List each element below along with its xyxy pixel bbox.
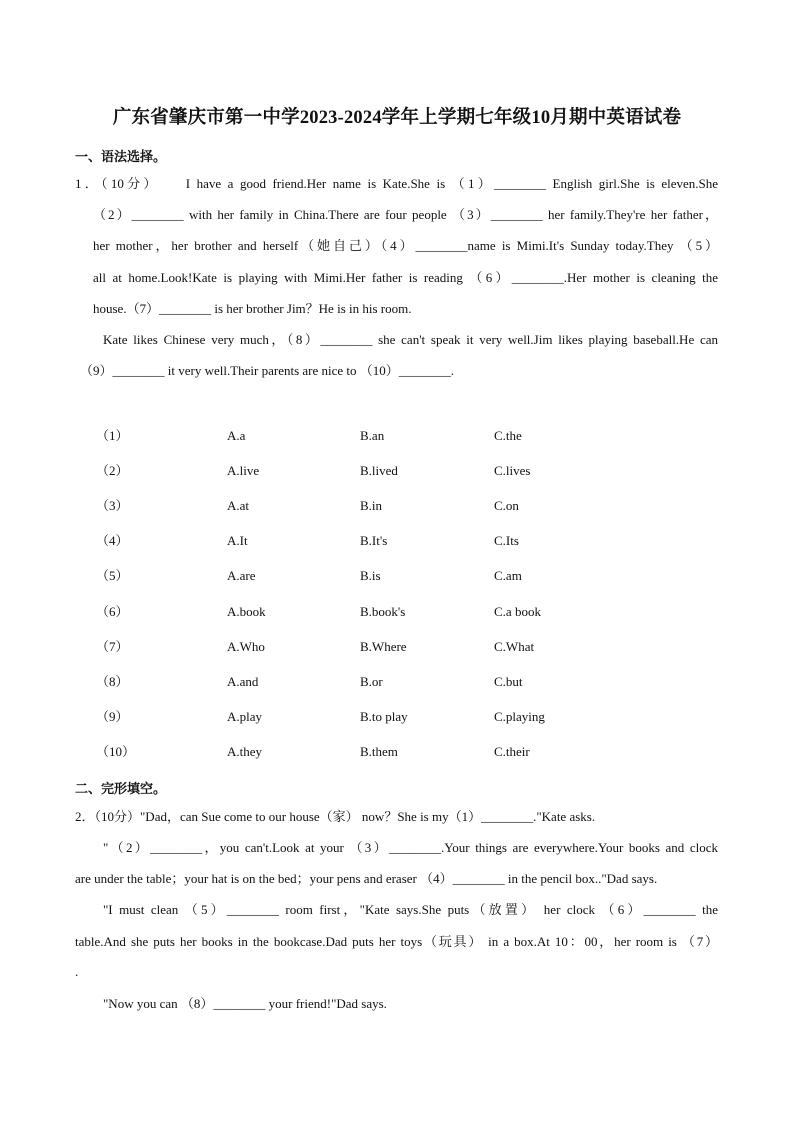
option-b[interactable]: B.in	[360, 498, 383, 513]
option-c[interactable]: C.am	[494, 568, 522, 583]
section-2-heading: 二、完形填空。	[75, 781, 167, 796]
q1-line-5: house.（7）________ is her brother Jim？He is in his room.	[93, 301, 412, 316]
q2-line-3: are under the table；your hat is on the bed；your pens and eraser （4）________ in the pencil box.."Dad says.	[75, 871, 658, 886]
option-c[interactable]: C.their	[494, 744, 530, 759]
option-b[interactable]: B.Where	[360, 639, 407, 654]
q1-line-7: （9）________ it very well.Their parents are nice to （10）________.	[80, 363, 455, 378]
option-a[interactable]: A.play	[227, 709, 263, 724]
option-a[interactable]: A.a	[227, 428, 246, 443]
option-c[interactable]: C.playing	[494, 709, 545, 724]
option-c[interactable]: C.Its	[494, 533, 519, 548]
option-b[interactable]: B.or	[360, 674, 383, 689]
option-number: （7）	[96, 639, 129, 654]
option-a[interactable]: A.book	[227, 604, 266, 619]
option-c[interactable]: C.but	[494, 674, 523, 689]
option-c[interactable]: C.on	[494, 498, 519, 513]
q2-line-6: .	[75, 964, 79, 979]
section-1-heading: 一、语法选择。	[75, 149, 167, 164]
q1-line-1: 1．（10分） I have a good friend.Her name is Kate.She is （1）________ English girl.She is eleven.She	[75, 176, 718, 191]
page-title: 广东省肇庆市第一中学2023-2024学年上学期七年级10月期中英语试卷	[112, 108, 682, 128]
option-b[interactable]: B.an	[360, 428, 385, 443]
q2-line-2: "（2）________，you can't.Look at your （3）________.Your things are everywhere.Your books and clock	[103, 840, 718, 855]
option-b[interactable]: B.is	[360, 568, 381, 583]
option-a[interactable]: A.at	[227, 498, 250, 513]
option-number: （3）	[96, 498, 129, 513]
option-a[interactable]: A.live	[227, 463, 260, 478]
option-number: （1）	[96, 428, 129, 443]
option-b[interactable]: B.It's	[360, 533, 388, 548]
q2-line-5: table.And she puts her books in the bookcase.Dad puts her toys（玩具） in a box.At 10：00，her room is （7）	[75, 934, 718, 949]
option-number: （5）	[96, 568, 129, 583]
option-number: （10）	[96, 744, 136, 759]
q1-line-6: Kate likes Chinese very much，（8）________ she can't speak it very well.Jim likes playing baseball.He can	[103, 332, 718, 347]
option-c[interactable]: C.lives	[494, 463, 531, 478]
option-number: （2）	[96, 463, 129, 478]
option-b[interactable]: B.them	[360, 744, 398, 759]
option-b[interactable]: B.lived	[360, 463, 398, 478]
option-c[interactable]: C.a book	[494, 604, 541, 619]
option-b[interactable]: B.to play	[360, 709, 408, 724]
option-number: （9）	[96, 709, 129, 724]
option-number: （6）	[96, 604, 129, 619]
option-a[interactable]: A.Who	[227, 639, 265, 654]
option-a[interactable]: A.they	[227, 744, 263, 759]
q2-line-4: "I must clean （5）________ room first，"Kate says.She puts（放置） her clock （6）________ the	[103, 902, 718, 917]
q1-line-2: （2）________ with her family in China.There are four people （3）________ her family.They're her father，	[93, 207, 718, 222]
option-c[interactable]: C.What	[494, 639, 535, 654]
q2-line-1: 2．（10分）"Dad，can Sue come to our house（家） now？She is my（1）________."Kate asks.	[75, 809, 596, 824]
option-a[interactable]: A.It	[227, 533, 248, 548]
q1-line-4: all at home.Look!Kate is playing with Mimi.Her father is reading （6）________.Her mother is cleaning the	[93, 270, 718, 285]
option-number: （8）	[96, 674, 129, 689]
q1-line-3: her mother，her brother and herself（她自己）（4）________name is Mimi.It's Sunday today.They （5）	[93, 238, 718, 253]
option-number: （4）	[96, 533, 129, 548]
option-a[interactable]: A.and	[227, 674, 259, 689]
option-b[interactable]: B.book's	[360, 604, 406, 619]
option-a[interactable]: A.are	[227, 568, 256, 583]
q2-line-7: "Now you can （8）________ your friend!"Dad says.	[103, 996, 387, 1011]
option-c[interactable]: C.the	[494, 428, 522, 443]
